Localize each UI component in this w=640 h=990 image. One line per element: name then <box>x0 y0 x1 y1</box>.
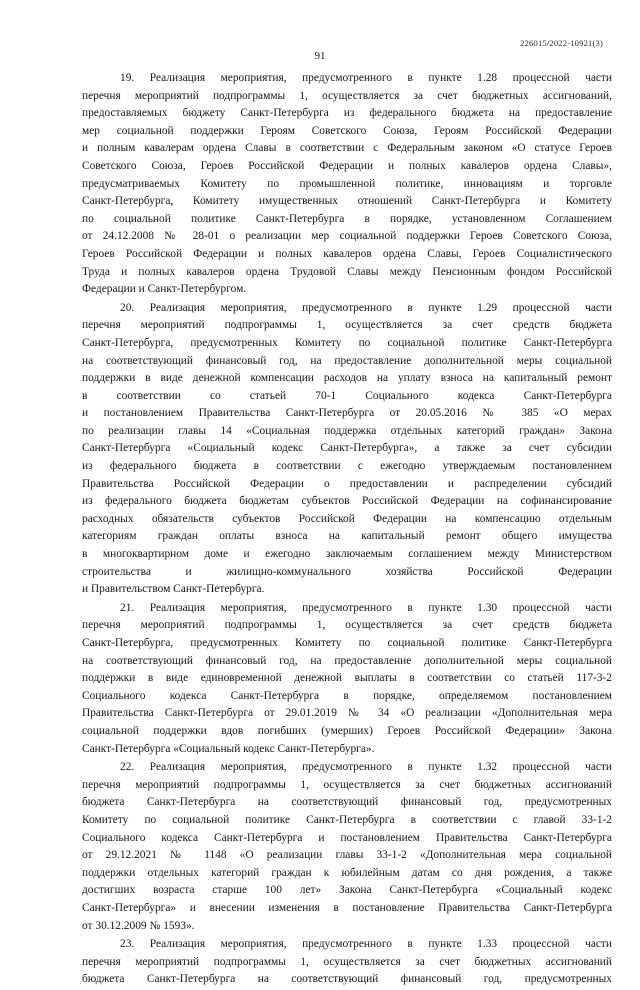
text-line: Правительства Российской Федерации о предоставлении и распределении субсидий <box>82 477 612 490</box>
document-body <box>82 70 612 990</box>
paragraph <box>82 300 612 599</box>
text-line: мер социальной поддержки Героям Советского Союза, Героям Российской Федерации <box>82 124 612 137</box>
text-line: Санкт-Петербурга «Социальный кодекс Санкт-Петербурга». <box>82 742 375 755</box>
paragraph <box>82 70 612 299</box>
text-line: Социального кодекса Санкт-Петербурга и постановлением Правительства Санкт-Петербурга <box>82 831 612 844</box>
text-line: на соответствующий финансовый год, на предоставление дополнительной меры социальной <box>82 354 612 367</box>
text-line: 21. Реализация мероприятия, предусмотренного в пункте 1.30 процессной части <box>120 601 612 614</box>
text-line: Санкт-Петербурга, Комитету имущественных отношений Санкт-Петербурга и Комитету <box>82 195 612 208</box>
text-line: строительства и жилищно-коммунального хозяйства Российской Федерации <box>82 565 612 578</box>
text-line: 22. Реализация мероприятия, предусмотренного в пункте 1.32 процессной части <box>120 761 612 774</box>
text-line: достигших возраста старше 100 лет» Закона Санкт-Петербурга «Социальный кодекс <box>82 884 612 897</box>
paragraph <box>82 936 612 989</box>
text-line: из федерального бюджета бюджетам субъектов Российской Федерации на софинансирование <box>82 495 612 508</box>
text-line: 19. Реализация мероприятия, предусмотренного в пункте 1.28 процессной части <box>120 72 612 84</box>
text-line: категориям граждан оплаты взноса на капитальный ремонт общего имущества <box>82 530 612 543</box>
text-line: бюджета Санкт-Петербурга на соответствующий финансовый год, предусмотренных <box>82 973 612 986</box>
document-number: 226015/2022-10921(3) <box>520 38 603 48</box>
text-line: по социальной политике Санкт-Петербурга в порядке, установленном Соглашением <box>82 212 612 225</box>
text-line: перечня мероприятий подпрограммы 1, осуществляется за счет бюджетных ассигнований <box>82 778 612 791</box>
text-line: и постановлением Правительства Санкт-Петербурга от 20.05.2016 № 385 «О мерах <box>82 407 612 420</box>
text-line: в многоквартирном доме и ежегодно заключаемым соглашением между Министерством <box>82 548 612 561</box>
text-line: Советского Союза, Героев Российской Федерации и полных кавалеров ордена Славы», <box>82 159 612 172</box>
paragraph <box>82 759 612 935</box>
text-line: на соответствующий финансовый год, на предоставление дополнительной меры социальной <box>82 654 612 667</box>
text-line: от 24.12.2008 № 28-01 о реализации мер социальной поддержки Героев Советского Союза, <box>82 230 612 243</box>
text-line: Санкт-Петербурга» и внесении изменения в постановление Правительства Санкт-Петербурга <box>82 901 612 914</box>
text-line: по реализации главы 14 «Социальная поддержка отдельных категорий граждан» Закона <box>82 424 612 437</box>
text-line: Социального кодекса Санкт-Петербурга в порядке, определяемом постановлением <box>82 689 612 702</box>
text-line: Санкт-Петербурга, предусмотренных Комитету по социальной политике Санкт-Петербурга <box>82 637 612 649</box>
text-line: Федерации и Санкт-Петербургом. <box>82 283 247 296</box>
text-line: 23. Реализация мероприятия, предусмотренного в пункте 1.33 процессной части <box>120 938 612 951</box>
text-line: социальной поддержки вдов погибших (умерших) Героев Российской Федерации» Закона <box>82 724 612 737</box>
text-line: и полным кавалерам ордена Славы в соответствии с Федеральным законом «О статусе Героев <box>82 142 612 155</box>
text-line: от 29.12.2021 № 1148 «О реализации главы 33-1-2 «Дополнительная мера социальной <box>82 849 612 862</box>
text-line: бюджета Санкт-Петербурга на соответствующий финансовый год, предусмотренных <box>82 796 612 809</box>
text-line: расходных обязательств субъектов Российской Федерации на компенсацию отдельным <box>82 512 612 525</box>
text-line: в соответствии со статьей 70-1 Социального кодекса Санкт-Петербурга <box>82 389 612 402</box>
text-line: поддержки в виде единовременной денежной выплаты в соответствии со статьей 117-3-2 <box>82 672 612 685</box>
page-number: 91 <box>314 50 326 62</box>
text-line: поддержки отдельных категорий граждан к юбилейным датам со дня рождения, а также <box>82 866 612 879</box>
text-line: поддержки в виде денежной компенсации расходов на уплату взноса на капитальный ремонт <box>82 372 612 385</box>
text-line: Санкт-Петербурга «Социальный кодекс Санкт-Петербурга», а также за счет субсидии <box>82 442 612 455</box>
text-line: Героев Российской Федерации и полных кавалеров ордена Славы, Героев Социалистического <box>82 247 612 260</box>
text-line: 20. Реализация мероприятия, предусмотренного в пункте 1.29 процессной части <box>120 301 612 314</box>
text-line: Комитету по социальной политике Санкт-Петербурга в соответствии с главой 33-1-2 <box>82 813 612 826</box>
text-line: и Правительством Санкт-Петербурга. <box>82 583 265 596</box>
text-line: Правительства Санкт-Петербурга от 29.01.2019 № 34 «О реализации «Дополнительная мера <box>82 707 612 720</box>
text-line: перечня мероприятий подпрограммы 1, осуществляется за счет бюджетных ассигнований, <box>82 89 612 102</box>
paragraph <box>82 600 612 758</box>
text-line: из федерального бюджета в соответствии с ежегодно утверждаемым постановлением <box>82 460 612 473</box>
text-line: от 30.12.2009 № 1593». <box>82 919 195 932</box>
text-line: перечня мероприятий подпрограммы 1, осуществляется за счет средств бюджета <box>82 319 612 332</box>
text-line: предоставляемых бюджету Санкт-Петербурга из федерального бюджета на предоставление <box>82 107 612 120</box>
text-line: перечня мероприятий подпрограммы 1, осуществляется за счет средств бюджета <box>82 619 612 632</box>
text-line: перечня мероприятий подпрограммы 1, осуществляется за счет бюджетных ассигнований <box>82 955 612 968</box>
text-line: предусматриваемых Комитету по промышленной политике, инновациям и торговле <box>82 177 612 190</box>
text-line: Санкт-Петербурга, предусмотренных Комитету по социальной политике Санкт-Петербурга <box>82 336 612 349</box>
text-line: Труда и полных кавалеров ордена Трудовой Славы между Пенсионным фондом Российской <box>82 265 612 278</box>
